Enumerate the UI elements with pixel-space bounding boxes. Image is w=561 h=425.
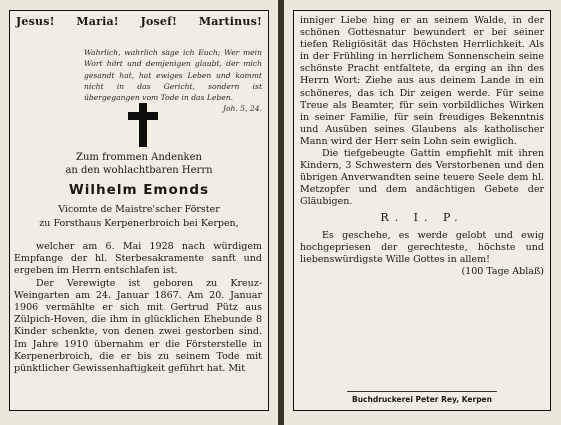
tribute-paragraph: inniger Liebe hing er an seinem Walde, in der schönen Gottesnatur bewundert er bei seiner tiefen Religiösität das Höchsten Herrlichkeit. Als in der Frühling in herrlichem Sonnenschein seine schönste Pracht entfaltete, da erging an ihn des Herrn Wort: Ziehe aus aus deinem Lande in ein schöneres, das ich Dir zeigen werde. Für seine Treue als Beamter, für sein vorbildliches Wirken in seiner Familie, für sein freudiges Bekenntnis und Ausüben seines Glaubens als katholischer Mann wird der Herr sein Lohn sein ewiglich. [300,15,544,147]
deceased-name: Wilhelm Emonds [68,182,210,198]
biography-paragraph: Der Verewigte ist geboren zu Kreuz-Weingarten am 24. Januar 1867. Am 20. Januar 1906 vermählte er sich mit Gertrud Pütz aus Zülpich-Hoven, die ihm in glücklichen Ehebunde 8 Kinder schenkte, von denen zwei gestorben sind. Im Jahre 1910 übernahm er die Försterstelle in Kerpenerbroich, die er bis zu seinem Tode mit pünktlicher Gewissenhaftigkeit geführt hat. Mit [14,277,262,375]
prayer-paragraph: Es geschehe, es werde gelobt und ewig hochgepriesen der gerechteste, höchste und liebenswürdigste Wille Gottes in allem! [300,229,544,265]
right-card-border [293,10,551,411]
printer-rule [347,391,497,392]
right-body [300,15,544,278]
cross-icon [128,103,158,147]
left-card [0,0,278,425]
printer-text: Buchdruckerei Peter Rey, Kerpen [352,395,492,404]
left-body [14,241,262,375]
intro-line-1: Zum frommen Andenken [76,152,202,163]
intro [10,151,268,177]
saints-header [16,15,262,28]
bible-quote [84,47,262,115]
office-line-2: zu Forsthaus Kerpenerbroich bei Kerpen, [39,217,239,229]
indulgence: (100 Tage Ablaß) [461,265,544,277]
left-card-border [9,10,269,411]
office [10,203,268,230]
saint-martinus: Martinus! [198,15,262,28]
right-card [284,0,561,425]
death-paragraph: welcher am 6. Mai 1928 nach würdigem Empfange der hl. Sterbesakramente sanft und ergeben im Herrn entschlafen ist. [14,241,262,277]
family-paragraph: Die tiefgebeugte Gattin empfiehlt mit ihren Kindern, 3 Schwestern des Verstorbenen und den übrigen Anverwandten seine teuere Seele dem hl. Metzopfer und dem andächtigen Gebete der Gläubigen. [300,148,544,208]
quote-reference: Joh. 5, 24. [222,104,262,114]
saint-jesus: Jesus! [16,15,55,28]
saint-maria: Maria! [76,15,119,28]
intro-line-2: an den wohlachtbaren Herrn [65,165,213,176]
saint-josef: Josef! [140,15,178,28]
printer-imprint [294,391,550,404]
office-line-1: Vicomte de Maistre'scher Förster [58,204,220,215]
quote-text: Wahrlich, wahrlich sage ich Euch; Wer mein Wort hört und demjenigen glaubt, der mich gesandt hat, hat ewiges Leben und kommt nicht in das Gericht, sondern ist übergegangen vom Tode in das Leben. [84,48,262,103]
rip: R. I. P. [380,210,464,224]
